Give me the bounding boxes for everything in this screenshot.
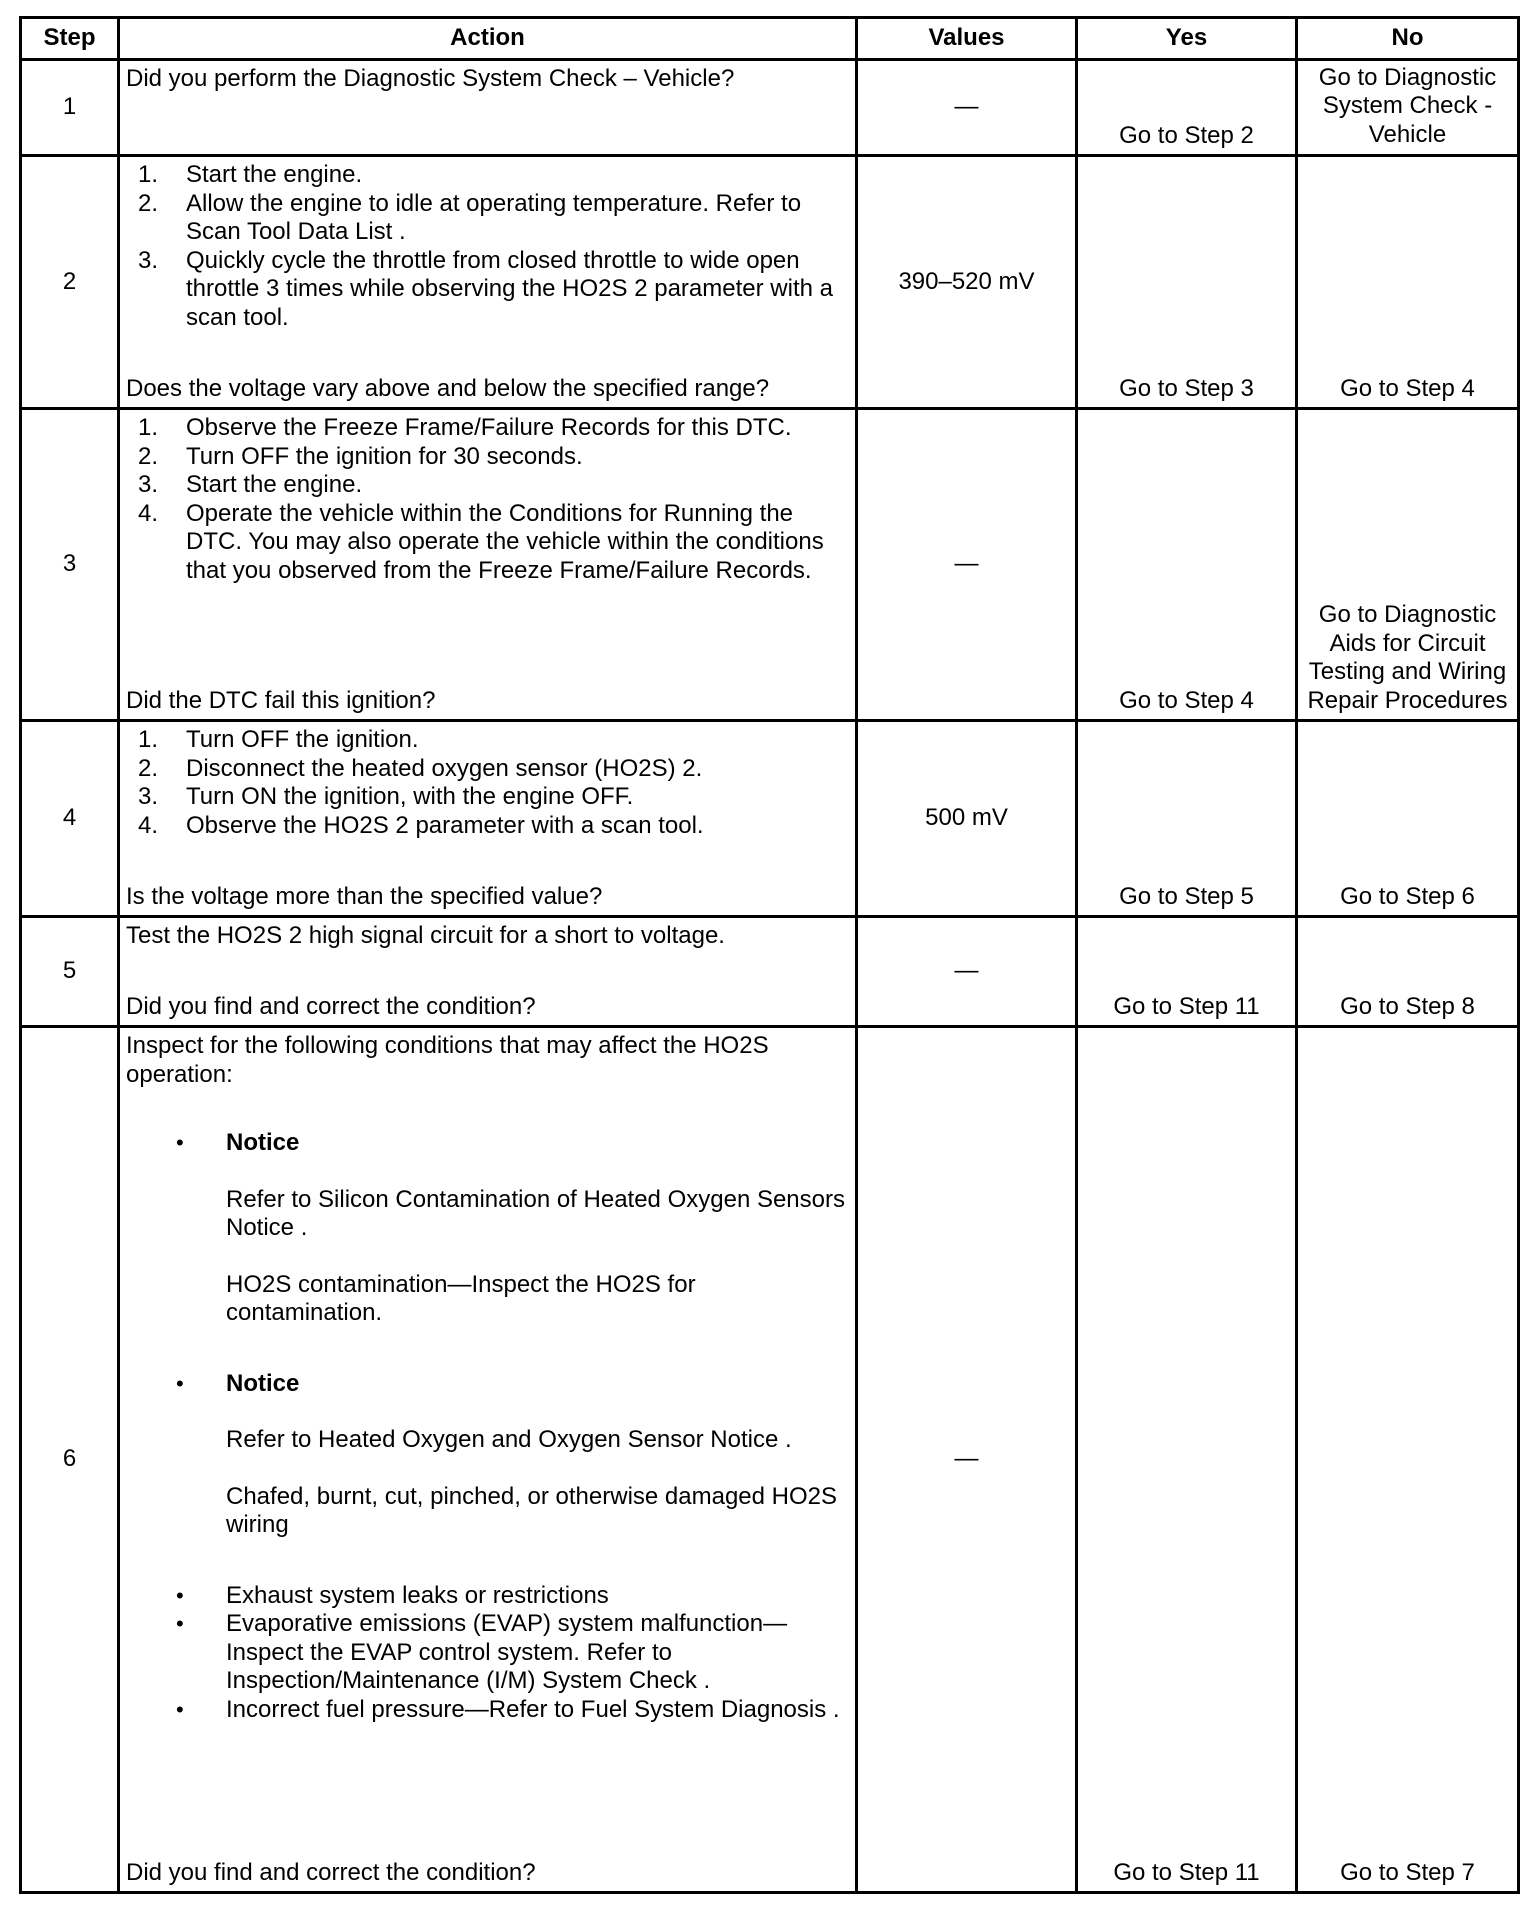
list-item: 1. Turn OFF the ignition. xyxy=(137,726,419,753)
table-row xyxy=(21,1027,1519,1893)
table-row xyxy=(21,409,1519,721)
action-cell xyxy=(119,60,857,156)
value-cell: — xyxy=(857,60,1077,156)
step-number: 6 xyxy=(21,1027,119,1893)
notice-reference: Refer to Silicon Contamination of Heated Oxygen Sensors Notice . xyxy=(226,1185,845,1241)
no-cell: Go to Step 8 xyxy=(1297,917,1519,1027)
action-intro: Inspect for the following conditions that may affect the HO2S operation: xyxy=(126,1032,769,1088)
notice-text: HO2S contamination—Inspect the HO2S for contamination. xyxy=(226,1270,696,1326)
no-cell: Go to Step 6 xyxy=(1297,721,1519,917)
yes-cell: Go to Step 2 xyxy=(1077,60,1297,156)
list-item: • Evaporative emissions (EVAP) system malfunction—Inspect the EVAP control system. Refer to Inspection/Maintenance (I/M) System Check . xyxy=(176,1610,788,1694)
header-values: Values xyxy=(857,18,1077,60)
action-question: Did you find and correct the condition? xyxy=(126,1858,536,1886)
header-row xyxy=(21,18,1519,60)
table-row xyxy=(21,60,1519,156)
table-row xyxy=(21,721,1519,917)
header-no: No xyxy=(1297,18,1519,60)
action-question: Did you perform the Diagnostic System Check – Vehicle? xyxy=(126,65,735,92)
value-cell: 500 mV xyxy=(857,721,1077,917)
numbered-list xyxy=(126,414,849,585)
no-cell: Go to Step 4 xyxy=(1297,156,1519,409)
action-cell xyxy=(119,917,857,1027)
list-item: 3. Turn ON the ignition, with the engine OFF. xyxy=(137,783,634,810)
notice-bullet: • Notice xyxy=(126,1370,849,1399)
action-question: Is the voltage more than the specified value? xyxy=(126,882,603,910)
value-cell: 390–520 mV xyxy=(857,156,1077,409)
action-question: Did the DTC fail this ignition? xyxy=(126,686,436,714)
list-item: 3. Start the engine. xyxy=(137,471,363,498)
action-question: Does the voltage vary above and below the specified range? xyxy=(126,374,770,402)
notice-title: Notice xyxy=(226,1129,300,1156)
header-action: Action xyxy=(119,18,857,60)
notice-bullet: • Notice xyxy=(126,1129,849,1158)
list-item: 3. Quickly cycle the throttle from closed throttle to wide open throttle 3 times while observing the HO2S 2 parameter with a scan tool. xyxy=(137,246,833,331)
notice-title: Notice xyxy=(226,1369,300,1397)
step-number: 3 xyxy=(21,409,119,721)
value-cell: — xyxy=(857,409,1077,721)
step-number: 2 xyxy=(21,156,119,409)
value-cell: — xyxy=(857,1027,1077,1893)
numbered-list xyxy=(126,161,849,332)
diagnostic-table xyxy=(19,16,1520,1894)
list-item: 1. Observe the Freeze Frame/Failure Records for this DTC. xyxy=(137,414,792,441)
list-item: 4. Observe the HO2S 2 parameter with a scan tool. xyxy=(137,811,704,839)
list-item: • Incorrect fuel pressure—Refer to Fuel System Diagnosis . xyxy=(176,1695,840,1723)
step-number: 5 xyxy=(21,917,119,1027)
yes-cell: Go to Step 5 xyxy=(1077,721,1297,917)
table-row xyxy=(21,156,1519,409)
list-item: 2. Turn OFF the ignition for 30 seconds. xyxy=(137,442,583,470)
action-cell xyxy=(119,721,857,917)
list-item: 2. Allow the engine to idle at operating temperature. Refer to Scan Tool Data List . xyxy=(137,189,802,245)
no-cell: Go to Step 7 xyxy=(1297,1027,1519,1893)
yes-cell: Go to Step 3 xyxy=(1077,156,1297,409)
action-cell xyxy=(119,409,857,721)
list-item: • Exhaust system leaks or restrictions xyxy=(176,1581,609,1609)
header-yes: Yes xyxy=(1077,18,1297,60)
table-row xyxy=(21,917,1519,1027)
header-step: Step xyxy=(21,18,119,60)
no-cell: Go to Diagnostic System Check - Vehicle xyxy=(1297,60,1519,156)
step-number: 4 xyxy=(21,721,119,917)
yes-cell: Go to Step 11 xyxy=(1077,1027,1297,1893)
action-cell xyxy=(119,1027,857,1893)
no-cell: Go to Diagnostic Aids for Circuit Testing and Wiring Repair Procedures xyxy=(1297,409,1519,721)
step-number: 1 xyxy=(21,60,119,156)
notice-text: Chafed, burnt, cut, pinched, or otherwise damaged HO2S wiring xyxy=(226,1482,838,1538)
numbered-list xyxy=(126,726,849,840)
yes-cell: Go to Step 4 xyxy=(1077,409,1297,721)
yes-cell: Go to Step 11 xyxy=(1077,917,1297,1027)
list-item: 4. Operate the vehicle within the Conditions for Running the DTC. You may also operate the vehicle within the conditions that you observed from the Freeze Frame/Failure Records. xyxy=(137,499,824,584)
action-cell xyxy=(119,156,857,409)
value-cell: — xyxy=(857,917,1077,1027)
list-item: 1. Start the engine. xyxy=(137,161,363,188)
notice-reference: Refer to Heated Oxygen and Oxygen Sensor Notice . xyxy=(226,1426,792,1453)
list-item: 2. Disconnect the heated oxygen sensor (HO2S) 2. xyxy=(137,754,703,782)
action-question: Did you find and correct the condition? xyxy=(126,992,536,1020)
action-intro: Test the HO2S 2 high signal circuit for a short to voltage. xyxy=(126,922,725,949)
